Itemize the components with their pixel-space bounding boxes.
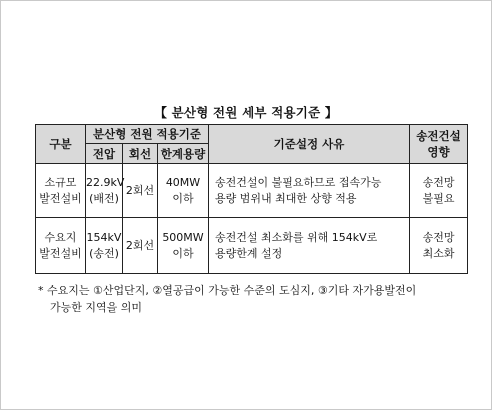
table-row (36, 218, 468, 274)
cell-impact-line2: 최소화 (422, 246, 455, 260)
cell-basis-line2: 용량 범위내 최대한 상향 적용 (215, 191, 357, 205)
cell-capacity (158, 218, 209, 274)
table-title: 【 분산형 전원 세부 적용기준 】 (154, 105, 338, 120)
cell-voltage-line2: (배전) (89, 191, 119, 205)
footnote (38, 282, 468, 316)
cell-category (36, 164, 86, 218)
cell-impact-line2: 불필요 (422, 191, 455, 205)
header-voltage: 전압 (86, 144, 123, 164)
cell-capacity-line1: 40MW (165, 175, 201, 189)
header-impact (410, 125, 468, 164)
footnote-line2: 가능한 지역을 의미 (50, 301, 143, 314)
cell-category (36, 218, 86, 274)
cell-voltage (86, 218, 123, 274)
header-impact-line1: 송전건설 (416, 129, 461, 143)
criteria-table (35, 124, 468, 274)
cell-category-line2: 발전설비 (39, 246, 82, 260)
cell-circuit: 2회선 (123, 218, 158, 274)
header-circuit: 회선 (123, 144, 158, 164)
cell-voltage-line2: (송전) (89, 246, 119, 260)
header-row-1 (36, 125, 468, 144)
table-row (36, 164, 468, 218)
cell-category-line2: 발전설비 (39, 191, 82, 205)
cell-capacity-line1: 500MW (162, 230, 204, 244)
cell-impact (410, 164, 468, 218)
cell-capacity-line2: 이하 (172, 191, 194, 205)
cell-basis (209, 164, 410, 218)
cell-basis-line1: 송전건설이 불필요하므로 접속가능 (215, 175, 382, 189)
header-basis: 기준설정 사유 (209, 125, 410, 164)
cell-category-line1: 수요지 (44, 230, 77, 244)
cell-category-line1: 소규모 (44, 175, 77, 189)
header-criteria-group: 분산형 전원 적용기준 (86, 125, 209, 144)
header-impact-line2: 영향 (427, 145, 450, 159)
cell-impact (410, 218, 468, 274)
cell-voltage (86, 164, 123, 218)
cell-capacity-line2: 이하 (172, 246, 194, 260)
header-capacity: 한계용량 (158, 144, 209, 164)
cell-impact-line1: 송전망 (422, 175, 455, 189)
cell-basis (209, 218, 410, 274)
cell-basis-line1: 송전건설 최소화를 위해 154kV로 (215, 230, 378, 244)
cell-voltage-line1: 22.9kV (86, 175, 125, 189)
cell-capacity (158, 164, 209, 218)
cell-impact-line1: 송전망 (422, 230, 455, 244)
header-category: 구분 (36, 125, 86, 164)
cell-basis-line2: 용량한계 설정 (215, 246, 283, 260)
cell-voltage-line1: 154kV (86, 230, 122, 244)
footnote-line1: * 수요지는 ①산업단지, ②열공급이 가능한 수준의 도심지, ③기타 자가용발전이 (38, 284, 417, 297)
cell-circuit: 2회선 (123, 164, 158, 218)
